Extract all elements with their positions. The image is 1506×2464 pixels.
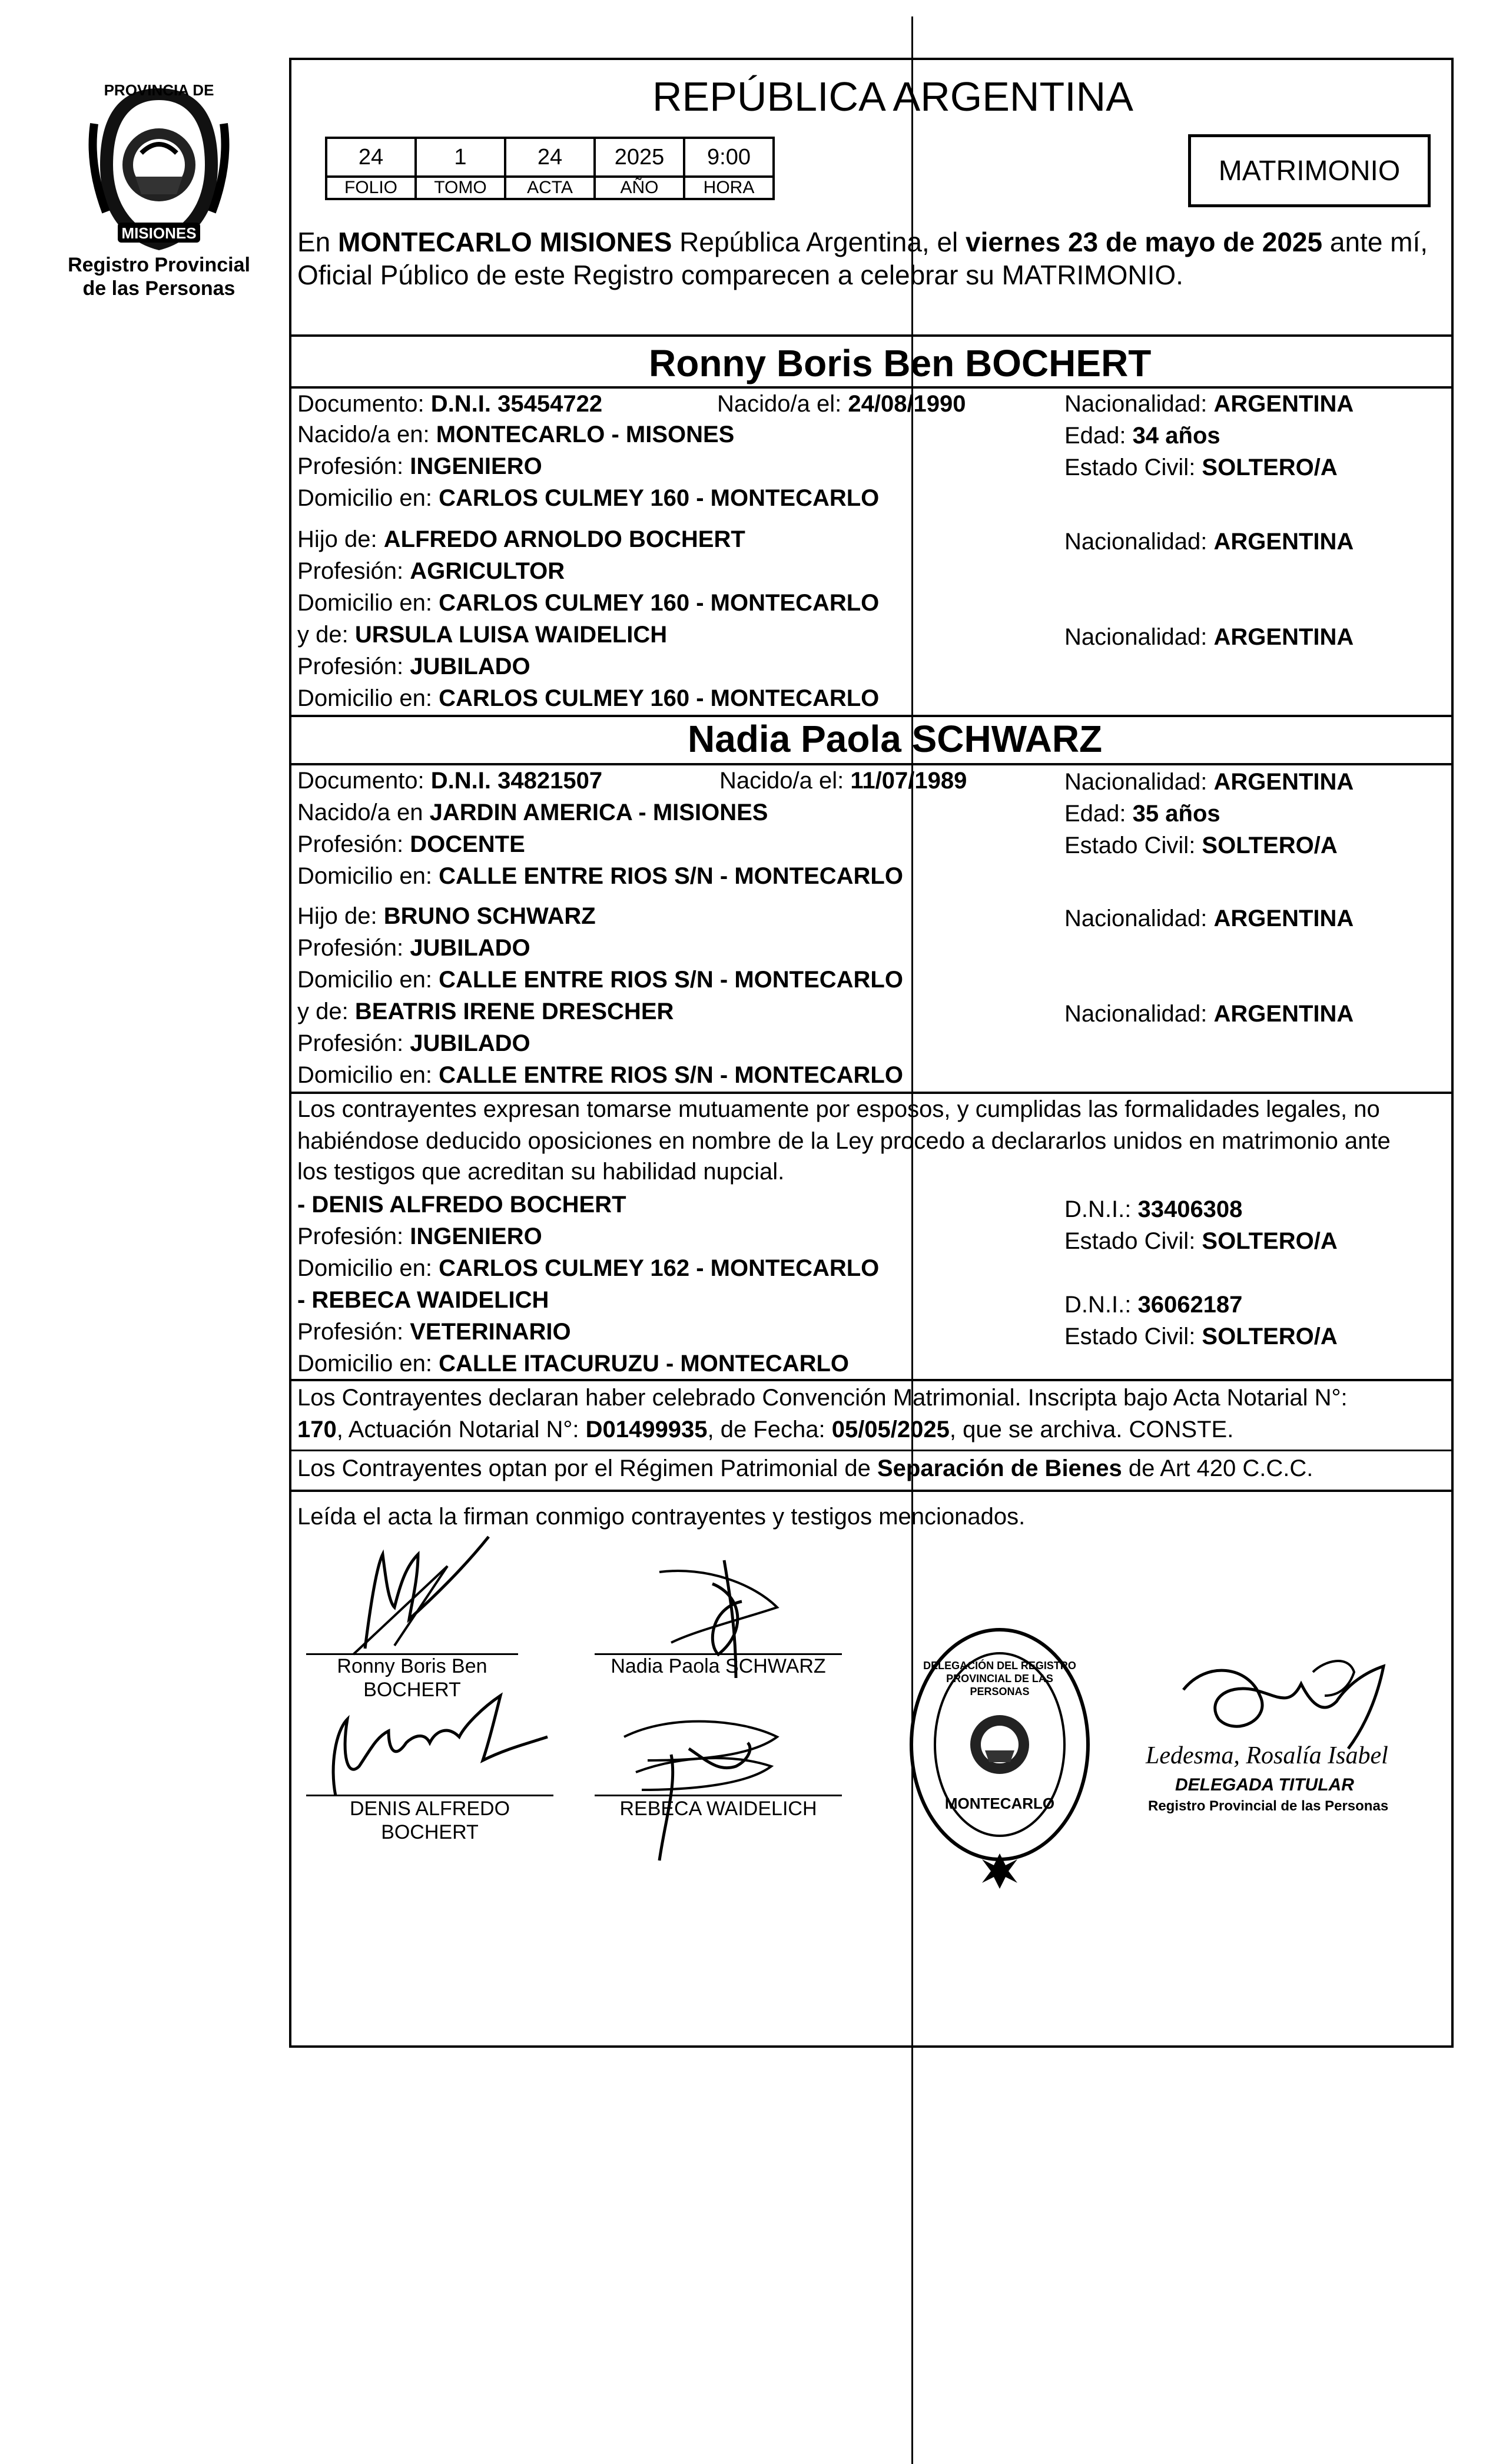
label: Profesión: [297,1030,410,1056]
bride-father-address [297,966,903,994]
stamp-center-text: MONTECARLO [944,1795,1055,1812]
bride-age [1064,800,1220,828]
witness2-signature [601,1702,812,1866]
bride-father [297,902,596,930]
value: ARGENTINA [1213,529,1354,555]
value: SOLTERO/A [1202,1324,1338,1349]
value: MONTECARLO - MISONES [436,422,735,447]
label: D.N.I.: [1064,1196,1138,1222]
label: Domicilio en: [297,590,439,616]
intro-line1 [297,226,1428,258]
acta-label: ACTA [505,177,595,199]
value: ARGENTINA [1213,1001,1354,1027]
value: D.N.I. 35454722 [430,391,603,417]
bride-nationality [1064,768,1354,796]
value: JUBILADO [410,935,530,961]
groom-age [1064,422,1220,450]
witness2-name: - REBECA WAIDELICH [297,1287,549,1313]
witness1-civil-status [1064,1227,1338,1255]
label: Estado Civil: [1064,1324,1202,1349]
value: 35 años [1132,801,1220,827]
label: Nacionalidad: [1064,624,1214,650]
value: CARLOS CULMEY 160 - MONTECARLO [439,685,880,711]
delegation-stamp [900,1618,1100,1895]
hour-label: HORA [684,177,774,199]
label: Nacionalidad: [1064,906,1214,931]
label: Profesión: [297,558,410,584]
label: Domicilio en: [297,1062,439,1088]
label: Estado Civil: [1064,1228,1202,1254]
value: SOLTERO/A [1202,833,1338,858]
witness1-dni [1064,1195,1242,1223]
value: 11/07/1989 [850,768,967,794]
label: Domicilio en: [297,485,439,511]
label: Hijo de: [297,903,384,929]
value: CARLOS CULMEY 160 - MONTECARLO [439,590,880,616]
value: JUBILADO [410,1030,530,1056]
groom-father-address [297,589,879,617]
notarial-act-number: 170 [297,1417,337,1442]
label: Profesión: [297,1319,410,1345]
convention-line1: Los Contrayentes declaran haber celebrado Convención Matrimonial. Inscripta bajo Acta Notarial N°: [297,1385,1348,1411]
text: , que se archiva. CONSTE. [949,1417,1234,1442]
value: CALLE ENTRE RIOS S/N - MONTECARLO [439,863,903,889]
value: CARLOS CULMEY 160 - MONTECARLO [439,485,880,511]
label: Estado Civil: [1064,455,1202,480]
label: Documento: [297,768,431,794]
value: JUBILADO [410,654,530,679]
groom-father [297,525,745,553]
groom-nationality [1064,390,1354,418]
official-name: Ledesma, Rosalía Isabel [1146,1742,1388,1769]
text: , Actuación Notarial N°: [336,1417,586,1442]
intro-l1-a: En [297,227,339,257]
hour-value: 9:00 [684,138,774,177]
label: Nacido/a en: [297,422,436,447]
seal-text-top: PROVINCIA DE [104,81,214,99]
bride-name: Nadia Paola SCHWARZ [688,718,1103,760]
label: Hijo de: [297,526,384,552]
label: Nacionalidad: [1064,391,1214,417]
value: AGRICULTOR [410,558,565,584]
groom-born-on [717,390,966,418]
convention-line2 [297,1415,1233,1444]
groom-signature [330,1531,542,1660]
groom-address [297,484,879,512]
act-code-table [325,137,775,200]
bride-mother-nationality [1064,1000,1354,1028]
label: Domicilio en: [297,1255,439,1281]
acta-value: 24 [505,138,595,177]
value: URSULA LUISA WAIDELICH [354,622,668,648]
value: SOLTERO/A [1202,1228,1338,1254]
label: Nacido/a el: [719,768,851,794]
groom-name: Ronny Boris Ben BOCHERT [649,342,1152,384]
intro-l1-b: República Argentina, el [672,227,966,257]
stamp-ring-text: DELEGACIÓN DEL REGISTRO PROVINCIAL DE LAS PERSONAS [923,1660,1076,1697]
bride-father-profession [297,934,530,962]
bride-mother-address [297,1061,903,1089]
divider [289,1379,1454,1381]
bride-civil-status [1064,831,1338,860]
witness1-address [297,1254,879,1282]
official-organization: Registro Provincial de las Personas [1148,1798,1389,1814]
witness2-address [297,1349,849,1378]
label: Domicilio en: [297,685,439,711]
witness2-signature-caption: REBECA WAIDELICH [619,1798,817,1820]
value: BEATRIS IRENE DRESCHER [354,999,674,1024]
value: VETERINARIO [410,1319,571,1345]
registry-seal [77,77,241,259]
bride-signature-caption: Nadia Paola SCHWARZ [611,1655,826,1677]
label: Profesión: [297,935,410,961]
label: Profesión: [297,654,410,679]
intro-place: MONTECARLO MISIONES [338,227,672,257]
year-value: 2025 [595,138,684,177]
year-label: AÑO [595,177,684,199]
closing-text: Leída el acta la firman conmigo contrayentes y testigos mencionados. [297,1504,1026,1530]
groom-mother-nationality [1064,623,1354,651]
text: , de Fecha: [707,1417,832,1442]
value: CALLE ENTRE RIOS S/N - MONTECARLO [439,1062,903,1088]
value: ARGENTINA [1213,391,1354,417]
label: Nacido/a el: [717,391,848,417]
tomo-value: 1 [416,138,505,177]
text: de Art 420 C.C.C. [1122,1455,1313,1481]
value: D.N.I. 34821507 [430,768,603,794]
bride-mother [297,997,674,1026]
divider [289,386,1454,389]
groom-mother [297,621,667,649]
declaration-line3: los testigos que acreditan su habilidad nupcial. [297,1159,785,1185]
value: BRUNO SCHWARZ [383,903,596,929]
groom-profession [297,452,542,480]
folio-value: 24 [326,138,416,177]
label: Profesión: [297,831,410,857]
intro-line2: Oficial Público de este Registro comparecen a celebrar su MATRIMONIO. [297,260,1183,290]
value: 33406308 [1137,1196,1243,1222]
divider [289,1450,1454,1451]
label: Profesión: [297,453,410,479]
value: ARGENTINA [1213,624,1354,650]
label: Nacionalidad: [1064,529,1214,555]
divider [289,1092,1454,1094]
label: y de: [297,622,355,648]
intro-date: viernes 23 de mayo de 2025 [966,227,1323,257]
divider [289,334,1454,337]
groom-doc [297,390,602,418]
value: INGENIERO [410,453,542,479]
document-type-box [1188,134,1431,207]
label: Documento: [297,391,431,417]
witness1-signature-caption-2: BOCHERT [381,1821,479,1843]
seal-text-bottom: MISIONES [121,224,197,242]
divider [289,763,1454,765]
label: Nacido/a en [297,800,430,825]
tomo-label: TOMO [416,177,505,199]
label: Nacionalidad: [1064,1001,1214,1027]
value: INGENIERO [410,1223,542,1249]
groom-father-nationality [1064,528,1354,556]
value: ARGENTINA [1213,769,1354,795]
official-role: DELEGADA TITULAR [1175,1775,1354,1795]
bride-mother-profession [297,1029,530,1057]
label: Edad: [1064,423,1133,449]
value: CARLOS CULMEY 162 - MONTECARLO [439,1255,880,1281]
label: Estado Civil: [1064,833,1202,858]
bride-profession [297,830,525,858]
bride-born-on [719,767,967,795]
value: JARDIN AMERICA - MISIONES [429,800,768,825]
value: 34 años [1132,423,1220,449]
folio-label: FOLIO [326,177,416,199]
label: Nacionalidad: [1064,769,1214,795]
text: Los Contrayentes optan por el Régimen Patrimonial de [297,1455,877,1481]
value: CALLE ENTRE RIOS S/N - MONTECARLO [439,967,903,993]
value: ALFREDO ARNOLDO BOCHERT [383,526,745,552]
witness1-profession [297,1222,542,1251]
convention-line3 [297,1454,1313,1483]
witness1-signature-line [306,1795,553,1796]
value: DOCENTE [410,831,525,857]
value: CALLE ITACURUZU - MONTECARLO [439,1351,850,1377]
witness1-name: - DENIS ALFREDO BOCHERT [297,1192,626,1218]
label: y de: [297,999,355,1024]
declaration-line1: Los contrayentes expresan tomarse mutuamente por esposos, y cumplidas las formalidades legales, no [297,1096,1380,1122]
witness2-dni [1064,1291,1242,1319]
bride-doc [297,767,602,795]
value: ARGENTINA [1213,906,1354,931]
label: D.N.I.: [1064,1292,1138,1318]
value: 36062187 [1137,1292,1243,1318]
value: SOLTERO/A [1202,455,1338,480]
notarial-action-number: D01499935 [585,1417,708,1442]
witness2-profession [297,1318,571,1346]
patrimonial-regime: Separación de Bienes [877,1455,1122,1481]
witness1-signature-caption-1: DENIS ALFREDO [349,1798,510,1820]
witness2-signature-line [595,1795,842,1796]
label: Profesión: [297,1223,410,1249]
groom-father-profession [297,557,565,585]
groom-mother-address [297,684,879,712]
witness2-civil-status [1064,1322,1338,1351]
label: Domicilio en: [297,863,439,889]
value: 24/08/1990 [848,391,966,417]
registry-name-line1: Registro Provincial [68,254,250,276]
bride-father-nationality [1064,904,1354,933]
declaration-line2: habiéndose deducido oposiciones en nombre de la Ley procedo a declararlos unidos en matrimonio ante [297,1128,1391,1154]
label: Domicilio en: [297,967,439,993]
intro-l1-c: ante mí, [1322,227,1428,257]
divider [289,1490,1454,1492]
bride-address [297,862,903,890]
groom-civil-status [1064,453,1338,482]
groom-mother-profession [297,652,530,681]
label: Domicilio en: [297,1351,439,1377]
groom-signature-caption-1: Ronny Boris Ben [337,1655,487,1677]
document-type: MATRIMONIO [1218,155,1401,187]
groom-signature-caption-2: BOCHERT [363,1679,461,1701]
registry-name-line2: de las Personas [82,277,235,300]
witness1-signature [306,1684,553,1802]
groom-born-in [297,420,734,449]
bride-born-in [297,798,768,827]
page-title: REPÚBLICA ARGENTINA [652,74,1133,120]
label: Edad: [1064,801,1133,827]
notarial-date: 05/05/2025 [831,1417,950,1442]
